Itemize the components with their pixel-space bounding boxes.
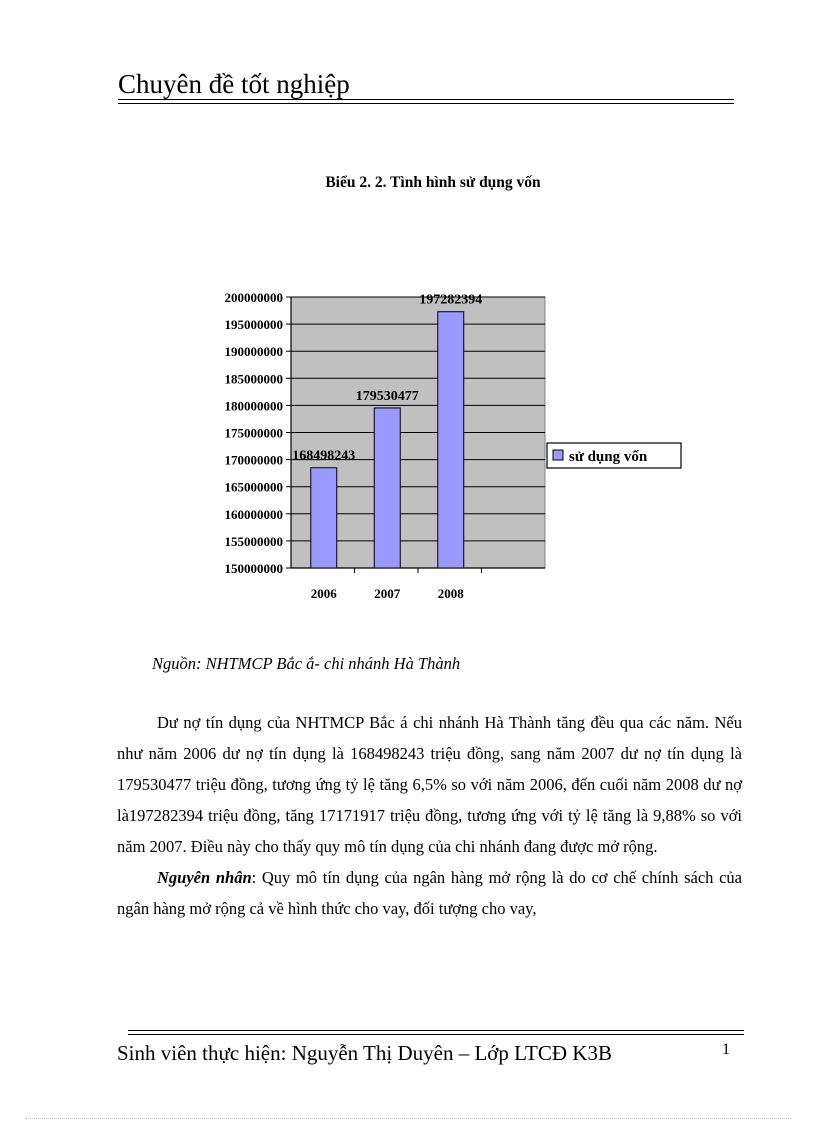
y-tick-label: 185000000 (224, 371, 283, 387)
footer-author: Sinh viên thực hiện: Nguyễn Thị Duyên – Lớp LTCĐ K3B (117, 1041, 612, 1065)
y-tick-label: 155000000 (224, 533, 283, 549)
bar-2007 (374, 408, 400, 568)
footer-rule-bottom (128, 1034, 744, 1035)
y-tick-label: 175000000 (224, 425, 283, 441)
legend-label: sử dụng vốn (569, 449, 648, 465)
x-tick-label: 2008 (437, 586, 464, 601)
page-edge-dots (25, 1118, 791, 1119)
paragraph-2 (117, 862, 742, 924)
bar-2008 (438, 312, 464, 568)
paragraph-2-lead: Nguyên nhân (157, 868, 252, 887)
footer-rule-top (128, 1030, 744, 1031)
legend-swatch (553, 450, 563, 460)
page-number: 1 (722, 1041, 730, 1058)
y-tick-label: 190000000 (224, 344, 283, 360)
y-tick-label: 195000000 (224, 317, 283, 333)
y-tick-label: 180000000 (224, 398, 283, 414)
header-rule-top (118, 99, 734, 100)
x-tick-label: 2007 (374, 586, 401, 601)
x-tick-label: 2006 (310, 586, 337, 601)
body-text (117, 707, 742, 924)
header-rule-bottom (118, 103, 734, 104)
chart-caption: Biểu 2. 2. Tình hình sử dụng vốn (325, 174, 541, 191)
y-tick-label: 200000000 (224, 290, 283, 305)
y-tick-label: 160000000 (224, 506, 283, 522)
y-tick-label: 170000000 (224, 452, 283, 468)
y-tick-label: 165000000 (224, 479, 283, 495)
bar-chart (195, 283, 695, 613)
paragraph-1: Dư nợ tín dụng của NHTMCP Bắc á chi nhánh Hà Thành tăng đều qua các năm. Nếu như năm 2006 dư nợ tín dụng là 168498243 triệu đồng, sang năm 2007 dư nợ tín dụng là 179530477 triệu đồng, tương ứng tỷ lệ tăng 6,5% so với năm 2006, đến cuối năm 2008 dư nợ là197282394 triệu đồng, tăng 17171917 triệu đồng, tương ứng với tỷ lệ tăng là 9,88% so với năm 2007. Điều này cho thấy quy mô tín dụng của chi nhánh đang được mở rộng. (117, 713, 742, 856)
bar-value-label: 197282394 (419, 292, 483, 308)
source-note: Nguồn: NHTMCP Bắc ắ- chi nhánh Hà Thành (152, 654, 461, 673)
paragraph-2-rest: : Quy mô tín dụng của ngân hàng mở rộng là do cơ chế chính sách của ngân hàng mở rộng cả về hình thức cho vay, đối tượng cho vay, (117, 868, 742, 918)
bar-value-label: 179530477 (355, 388, 419, 404)
document-header-title: Chuyên đề tốt nghiệp (118, 69, 350, 99)
y-tick-label: 150000000 (224, 561, 283, 576)
bar-value-label: 168498243 (292, 448, 356, 464)
bar-2006 (311, 468, 337, 568)
